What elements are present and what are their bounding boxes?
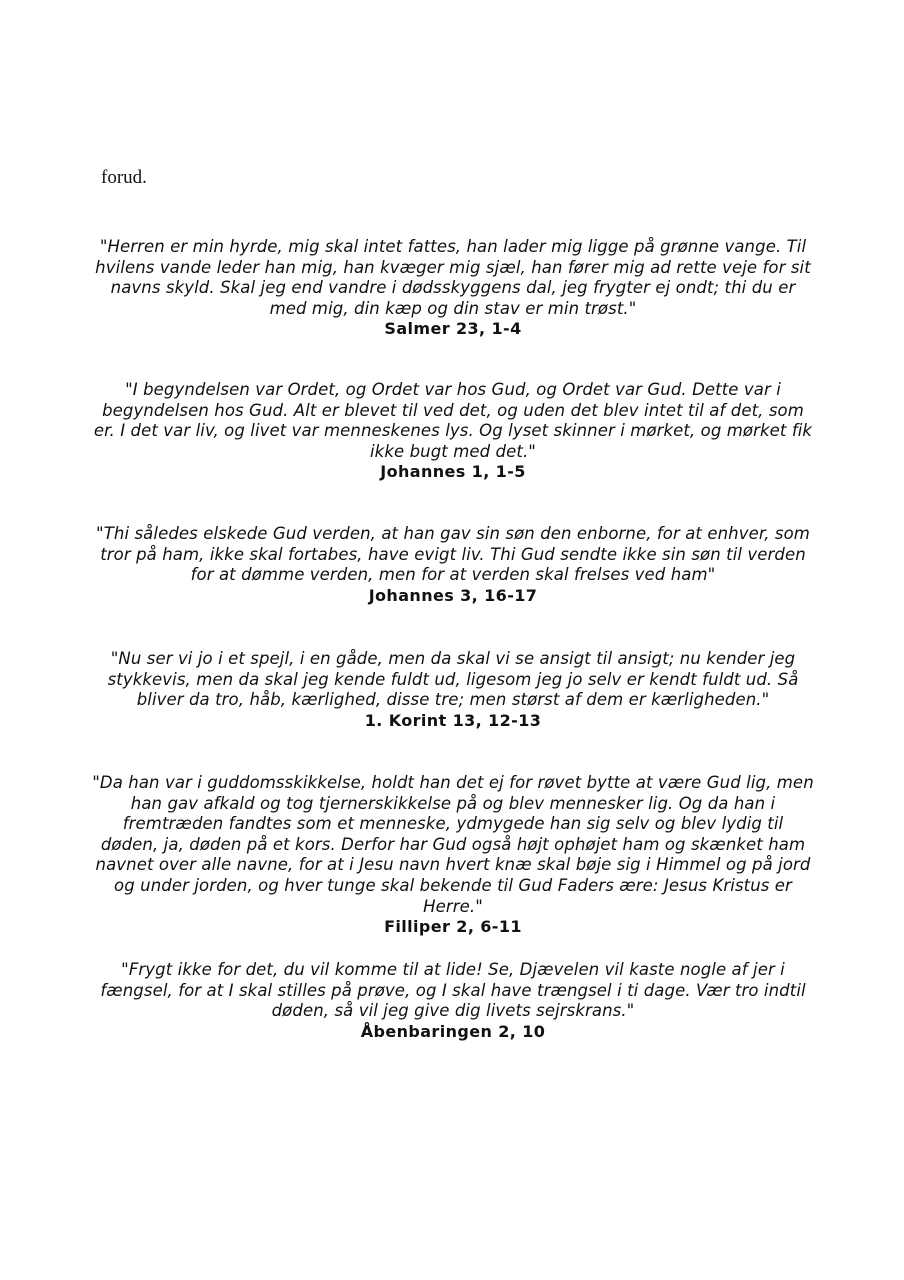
quote-text: "Herren er min hyrde, mig skal intet fattes, han lader mig ligge på grønne vange. Til hvilens vande leder han mig, han kvæger mig sjæl, han fører mig ad rette veje for sit navns skyld. Skal jeg end vandre i dødsskyggens dal, jeg frygter ej ondt; thi du er med mig, din kæp og din stav er min trøst." <box>95 237 811 318</box>
quote-reference: Filliper 2, 6-11 <box>384 917 522 937</box>
quote-reference: Johannes 1, 1-5 <box>380 462 526 482</box>
quote-block-revelation-2 <box>92 960 814 1042</box>
quote-text: "Nu ser vi jo i et spejl, i en gåde, men da skal vi se ansigt til ansigt; nu kender jeg stykkevis, men da skal jeg kende fuldt ud, ligesom jeg jo selv er kendt fuldt ud. Så bliver da tro, håb, kærlighed, disse tre; men størst af dem er kærligheden." <box>107 649 799 710</box>
quote-reference: Salmer 23, 1-4 <box>384 319 522 339</box>
quote-block-john-3 <box>92 524 814 606</box>
quote-text: "I begyndelsen var Ordet, og Ordet var hos Gud, og Ordet var Gud. Dette var i begyndelsen hos Gud. Alt er blevet til ved det, og uden det blev intet til af det, som er. I det var liv, og livet var menneskenes lys. Og lyset skinner i mørket, og mørket fik ikke bugt med det." <box>93 380 813 461</box>
quote-block-corinthians-13 <box>92 649 814 731</box>
quote-block-philippians-2 <box>92 773 814 938</box>
quote-text: "Frygt ikke for det, du vil komme til at lide! Se, Djævelen vil kaste nogle af jer i fængsel, for at I skal stilles på prøve, og I skal have trængsel i ti dage. Vær tro indtil døden, så vil jeg give dig livets sejrskrans." <box>100 960 806 1021</box>
quote-reference: Åbenbaringen 2, 10 <box>360 1021 546 1041</box>
quote-reference: 1. Korint 13, 12-13 <box>364 710 542 730</box>
lead-word: forud. <box>101 167 147 188</box>
quote-block-psalm-23 <box>92 237 814 340</box>
quote-block-john-1 <box>92 380 814 483</box>
quote-text: "Da han var i guddomsskikkelse, holdt han det ej for røvet bytte at være Gud lig, men han gav afkald og tog tjernerskikkelse på og blev mennesker lig. Og da han i fremtræden fandtes som et menneske, ydmygede han sig selv og blev lydig til døden, ja, døden på et kors. Derfor har Gud også højt ophøjet ham og skænket ham navnet over alle navne, for at i Jesu navn hvert knæ skal bøje sig i Himmel og på jord og under jorden, og hver tunge skal bekende til Gud Faders ære: Jesus Kristus er Herre." <box>92 773 814 916</box>
quote-text: "Thi således elskede Gud verden, at han gav sin søn den enborne, for at enhver, som tror på ham, ikke skal fortabes, have evigt liv. Thi Gud sendte ikke sin søn til verden for at dømme verden, men for at verden skal frelses ved ham" <box>96 524 810 585</box>
quote-reference: Johannes 3, 16-17 <box>368 585 538 605</box>
